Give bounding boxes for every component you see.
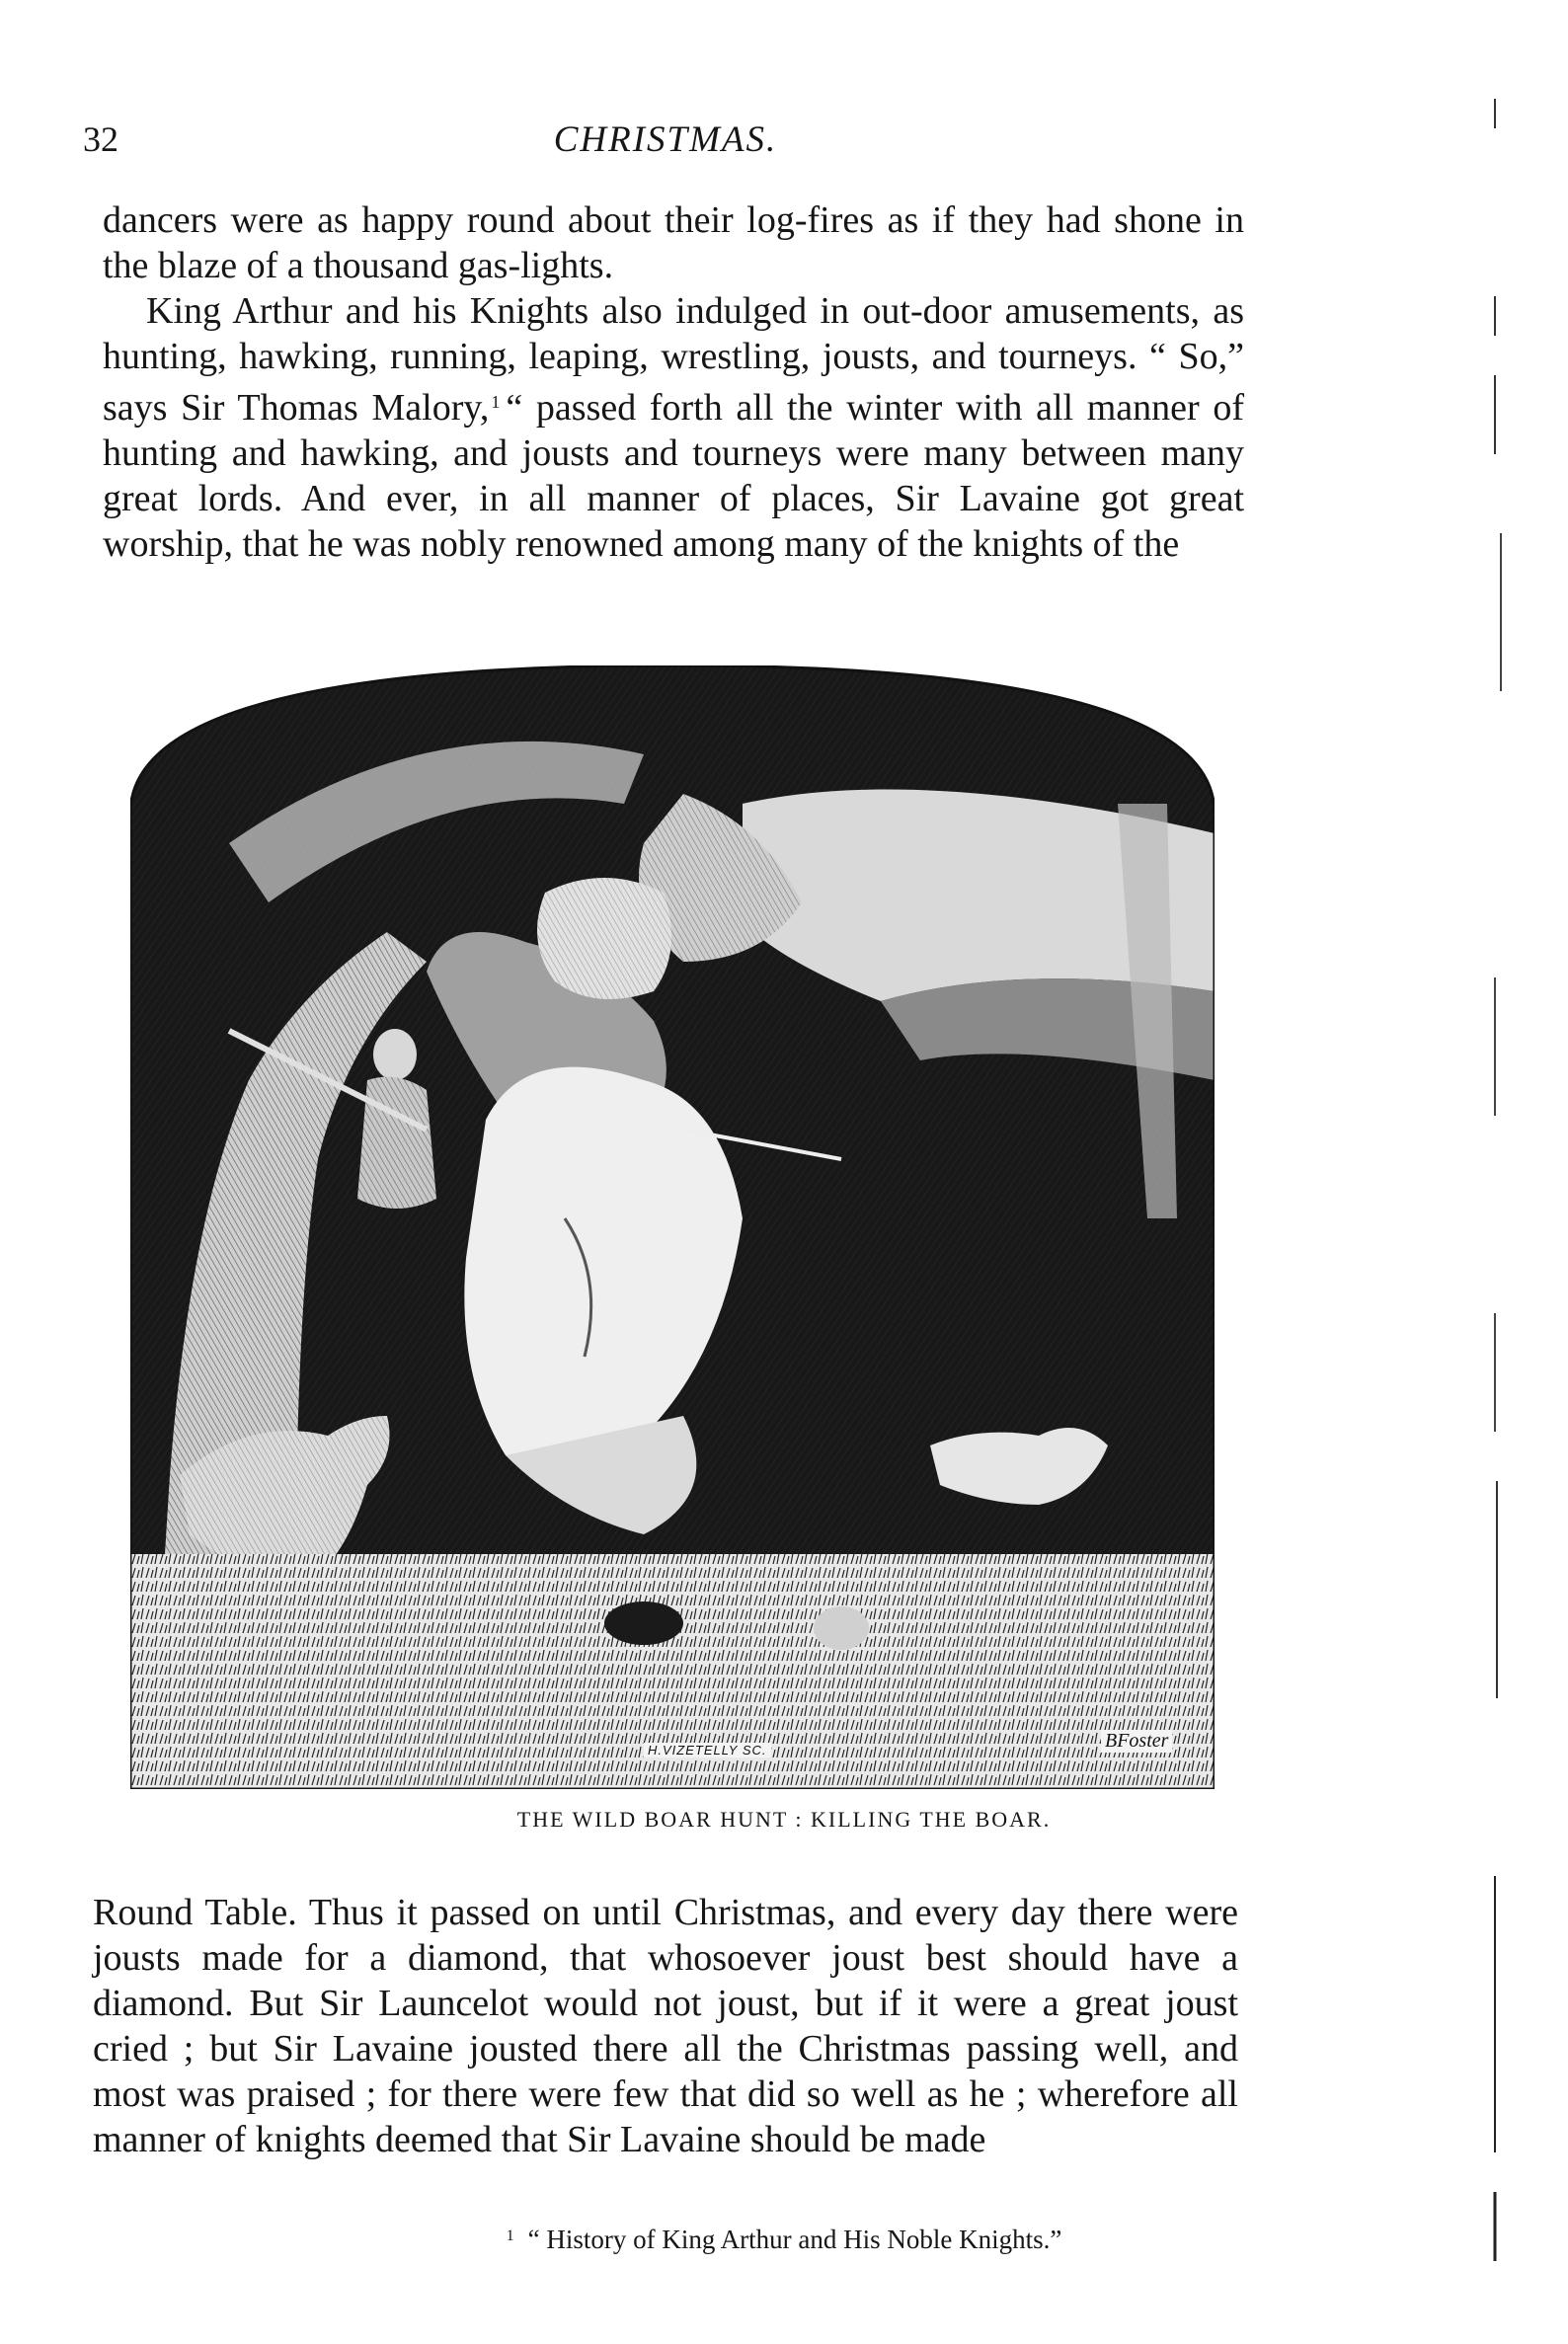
paragraph-king-arthur bbox=[103, 288, 1244, 567]
paragraph-text: “ passed forth all the winter with all manner of hunting and hawking, and jousts and tourneys were many between many great lords. And ever, in all manner of places, Sir Lavaine got great worship, that he was nobly renowned among many of the knights of the bbox=[103, 387, 1244, 565]
paragraph-text: King Arthur and his Knights also indulged in out-door amusements, as hunting, hawking, running, leaping, wrestling, jousts, and tourneys. “ So,” says Sir Thomas Malory, bbox=[103, 290, 1244, 429]
artist-signature: BFoster bbox=[1101, 1730, 1172, 1753]
page-header bbox=[83, 118, 1248, 178]
figure-caption: THE WILD BOAR HUNT : KILLING THE BOAR. bbox=[516, 1807, 1052, 1832]
body-text-top bbox=[103, 197, 1244, 567]
page-edge-shadow bbox=[1489, 0, 1529, 2344]
footnote bbox=[0, 2225, 1568, 2255]
page-number: 32 bbox=[83, 119, 118, 159]
engraver-signature: H.VIZETELLY SC. bbox=[644, 1743, 771, 1758]
paragraph-round-table: Round Table. Thus it passed on until Christmas, and every day there were jousts made for a diamond, that whosoever joust best should have a diamond. But Sir Launcelot would not joust, but if it were a great joust cried ; but Sir Lavaine jousted there all the Christmas passing well, and most was praised ; for there were few that did so well as he ; wherefore all manner of knights deemed that Sir Lavaine should be made bbox=[93, 1892, 1238, 2160]
running-title: CHRISTMAS. bbox=[553, 119, 778, 160]
footnote-text: “ History of King Arthur and His Noble Knights.” bbox=[527, 2225, 1062, 2254]
fallen-cap bbox=[604, 1602, 683, 1645]
engraving-illustration bbox=[130, 665, 1215, 1789]
paragraph-continuation: dancers were as happy round about their log-fires as if they had shone in the blaze of a thousand gas-lights. bbox=[103, 199, 1244, 286]
footnote-reference[interactable]: 1 bbox=[491, 392, 501, 412]
footnote-marker: 1 bbox=[506, 2227, 514, 2244]
wild-boar-hunt-engraving bbox=[130, 665, 1215, 1789]
body-text-bottom bbox=[93, 1890, 1238, 2162]
small-dog bbox=[814, 1606, 869, 1650]
